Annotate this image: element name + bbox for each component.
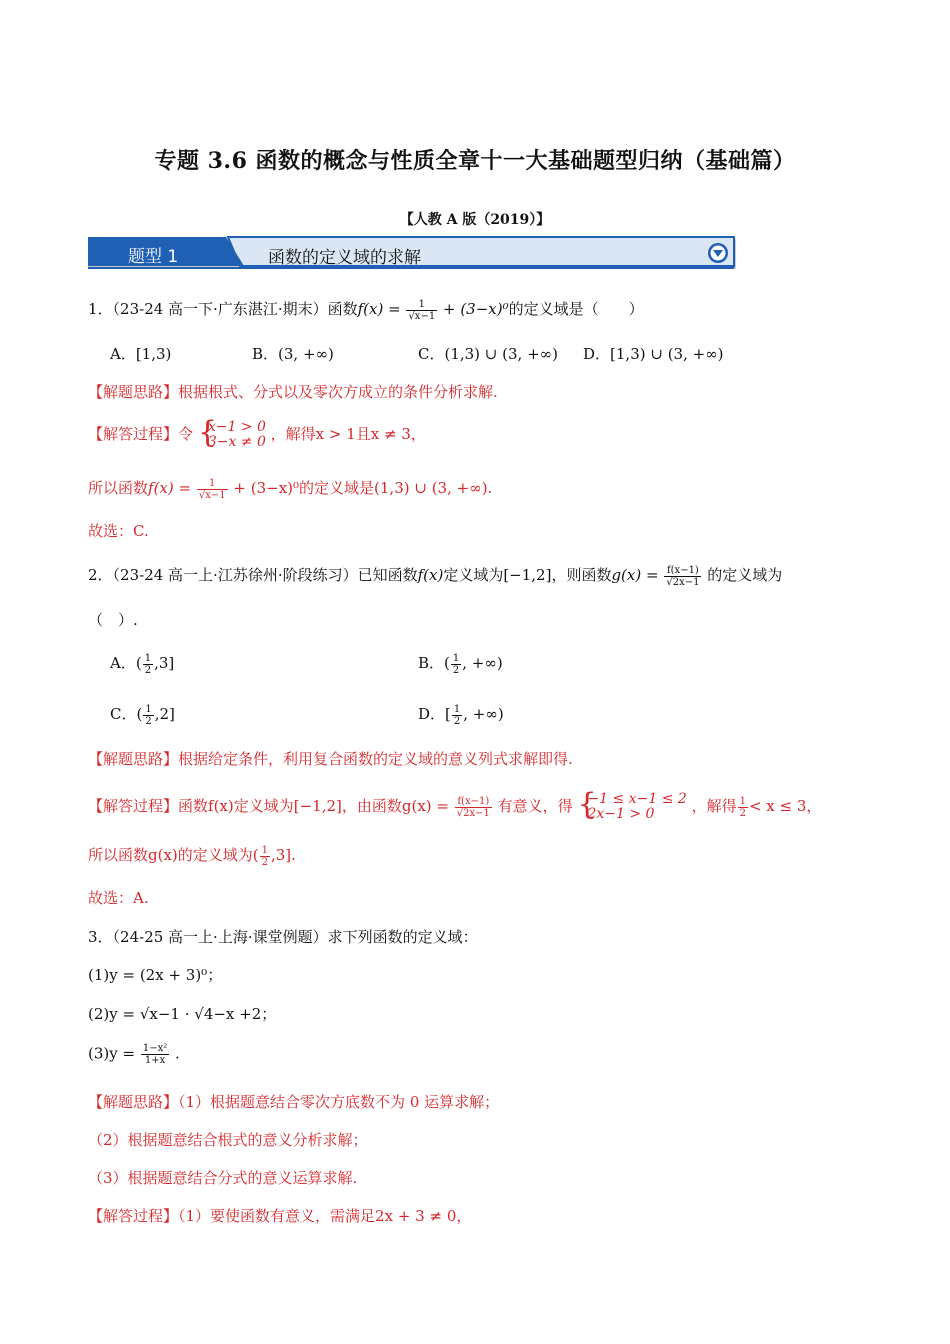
banner-topic: 函数的定义域的求解 — [268, 248, 421, 268]
q3-stem: 3．（24-25 高一上·上海·课堂例题）求下列函数的定义域： — [88, 928, 478, 946]
q1-option-d[interactable]: D．[1,3) ∪ (3, +∞) — [583, 345, 724, 363]
q3-fraction: $\frac{\text{1−x²}}{1+x}$ — [142, 1043, 168, 1066]
q3-process: 【解答过程】（1）要使函数有意义，需满足2x + 3 ≠ 0， — [88, 1207, 472, 1225]
q2-fraction: $\frac{f(x-1)}{√2x-1}$ — [666, 564, 700, 588]
q1-conclusion: 所以函数f(x) = $\frac{1}{√x-1}$ + (3−x)⁰的定义域是(1,3) ∪ (3, +∞). — [88, 477, 493, 501]
chevron-down-circle-icon[interactable] — [707, 242, 729, 264]
q1-stem: 1．（23-24 高一下·广东湛江·期末）函数f(x) = $\frac{1}{√x-1}$ + (3−x)⁰的定义域是（ ） — [88, 298, 644, 322]
q3-thinking-2: （2）根据题意结合根式的意义分析求解； — [88, 1131, 368, 1149]
q2-stem: 2．（23-24 高一上·江苏徐州·阶段练习）已知函数f(x)定义域为[−1,2]，则函数g(x) = $\frac{f(x-1)}{√2x-1}$ 的定义域为 — [88, 564, 783, 588]
q1-process: 【解答过程】令 { x−1 > 0 3−x ≠ 0 ，解得x > 1且x ≠ 3， — [88, 420, 426, 450]
q2-system: { −1 ≤ x−1 ≤ 2 2x−1 > 0 — [577, 792, 686, 822]
q2-option-b[interactable]: B．( $\frac{1}{2}$ , +∞) — [418, 652, 503, 676]
edition-label: 【人教 A 版（2019）】 — [399, 212, 551, 228]
q2-conclusion: 所以函数g(x)的定义域为( $\frac{1}{2}$ ,3]. — [88, 844, 296, 868]
q3-part1: (1)y = (2x + 3)⁰； — [88, 966, 223, 984]
q2-process-fraction: $\frac{f(x-1)}{√2x-1}$ — [456, 795, 490, 819]
q1-fraction: $\frac{1}{√x-1}$ — [408, 298, 436, 322]
q2-process: 【解答过程】函数f(x)定义域为[−1,2]，由函数g(x) = $\frac{f(x-1)}{√2x-1}$ 有意义，得 { −1 ≤ x−1 ≤ 2 2x−1 > 0 ，解得 $\frac{1}{2}$ < x ≤ 3， — [88, 792, 821, 822]
q1-option-b[interactable]: B．(3, +∞) — [252, 345, 334, 363]
q3-thinking-3: （3）根据题意结合分式的意义运算求解. — [88, 1169, 358, 1187]
q1-option-c[interactable]: C．(1,3) ∪ (3, +∞) — [418, 345, 558, 363]
q1-thinking: 【解题思路】根据根式、分式以及零次方成立的条件分析求解. — [88, 383, 498, 401]
q2-answer: 故选：A. — [88, 889, 149, 907]
q2-option-a[interactable]: A．( $\frac{1}{2}$ ,3] — [110, 652, 175, 676]
q2-option-d[interactable]: D．[ $\frac{1}{2}$ , +∞) — [418, 703, 504, 727]
q3-thinking: 【解题思路】（1）根据题意结合零次方底数不为 0 运算求解； — [88, 1093, 500, 1111]
q2-thinking: 【解题思路】根据给定条件，利用复合函数的定义域的意义列式求解即得. — [88, 750, 573, 768]
section-banner — [88, 236, 738, 270]
q3-part2: (2)y = √x−1 · √4−x +2； — [88, 1005, 277, 1023]
q1-option-a[interactable]: A．[1,3) — [110, 345, 172, 363]
banner-tag: 题型 1 — [128, 247, 179, 267]
q1-answer: 故选：C. — [88, 522, 149, 540]
document-title: 专题 3.6 函数的概念与性质全章十一大基础题型归纳（基础篇） — [154, 148, 796, 174]
q2-option-c[interactable]: C．( $\frac{1}{2}$ ,2] — [110, 703, 175, 727]
q1-conclusion-fraction: $\frac{1}{√x-1}$ — [198, 477, 226, 501]
q2-stem-line2: （ ）. — [88, 611, 138, 629]
q3-part3: (3)y = $\frac{\text{1−x²}}{1+x}$ . — [88, 1043, 180, 1066]
q1-system: { x−1 > 0 3−x ≠ 0 — [198, 420, 266, 450]
